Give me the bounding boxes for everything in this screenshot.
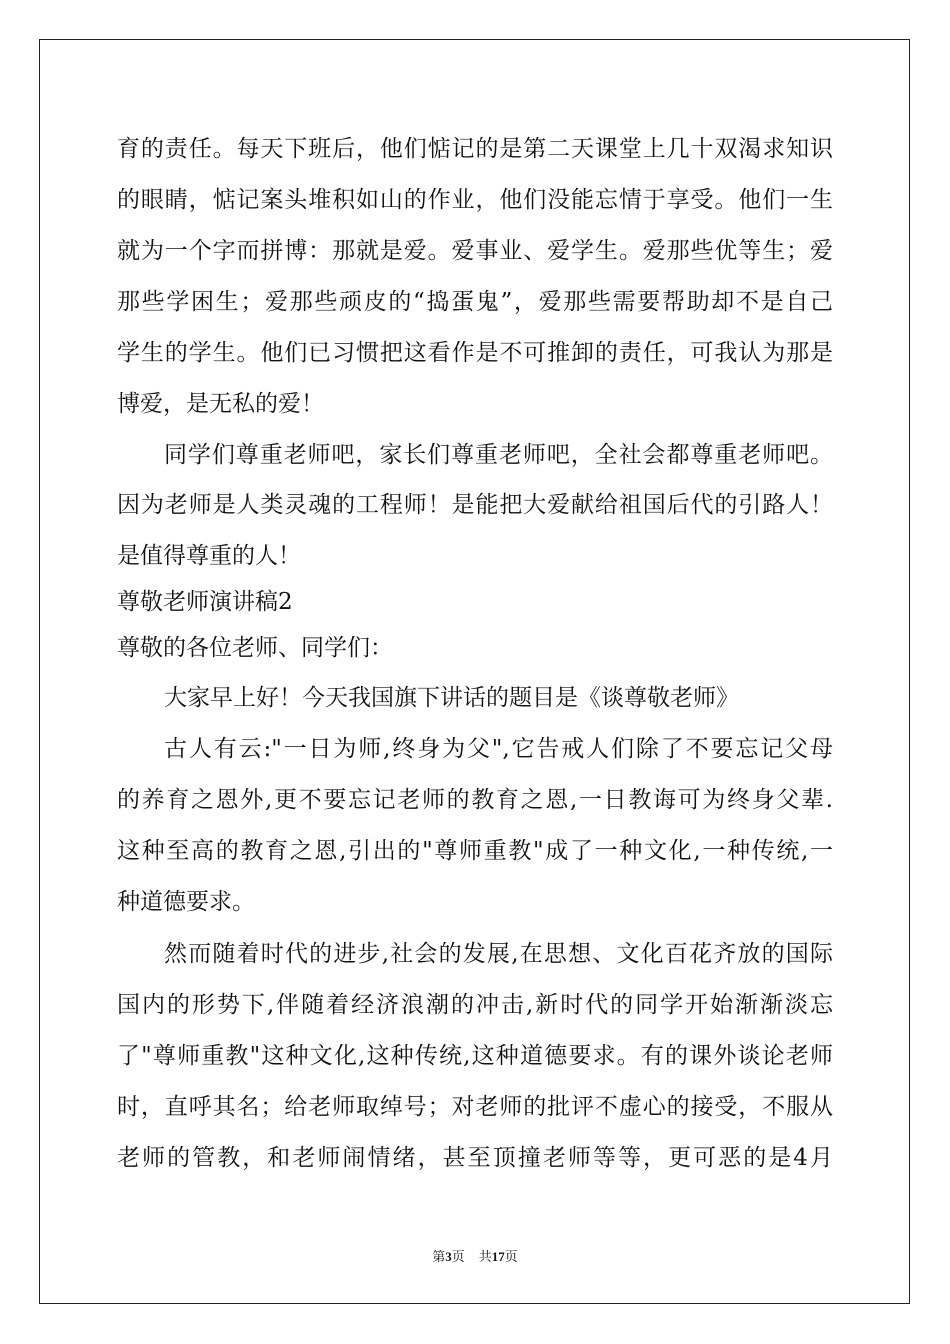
page-suffix: 页 (451, 1250, 465, 1265)
text-line: 因为老师是人类灵魂的工程师！是能把大爱献给祖国后代的引路人！ (117, 492, 833, 518)
text-line: 古人有云:"一日为师,终身为父",它告戒人们除了不要忘记父母 (164, 736, 833, 762)
text-line: 就为一个字而拼博：那就是爱。爱事业、爱学生。爱那些优等生；爱 (117, 238, 833, 264)
text-line: 老师的管教，和老师闹情绪，甚至顶撞老师等等，更可恶的是4月 (117, 1145, 833, 1171)
text-line: 种道德要求。 (117, 889, 255, 915)
total-pages: 17 (491, 1249, 505, 1264)
page-prefix: 第 (432, 1250, 446, 1265)
text-line: 的养育之恩外,更不要忘记老师的教育之恩,一日教诲可为终身父辈. (117, 787, 833, 813)
section-heading: 尊敬老师演讲稿2 (117, 589, 293, 615)
page-footer (0, 1246, 950, 1265)
salutation: 尊敬的各位老师、同学们： (117, 635, 393, 661)
text-line: 是值得尊重的人！ (117, 543, 301, 569)
text-line: 育的责任。每天下班后，他们惦记的是第二天课堂上几十双渴求知识 (117, 136, 833, 162)
text-line: 学生的学生。他们已习惯把这看作是不可推卸的责任，可我认为那是 (117, 340, 833, 366)
text-line: 那些学困生；爱那些顽皮的“捣蛋鬼”，爱那些需要帮助却不是自己 (117, 289, 833, 315)
text-line: 博爱，是无私的爱！ (117, 391, 324, 417)
text-line: 了"尊师重教"这种文化,这种传统,这种道德要求。有的课外谈论老师 (117, 1043, 833, 1069)
text-line: 国内的形势下,伴随着经济浪潮的冲击,新时代的同学开始渐渐淡忘 (117, 992, 833, 1018)
text-line: 大家早上好！今天我国旗下讲话的题目是《谈尊敬老师》 (164, 685, 739, 711)
total-suffix: 页 (504, 1250, 518, 1265)
page-number: 3 (445, 1249, 452, 1264)
text-line: 时，直呼其名；给老师取绰号；对老师的批评不虚心的接受，不服从 (117, 1094, 833, 1120)
text-line: 这种至高的教育之恩,引出的"尊师重教"成了一种文化,一种传统,一 (117, 838, 833, 864)
text-line: 的眼睛，惦记案头堆积如山的作业，他们没能忘情于享受。他们一生 (117, 187, 833, 213)
text-line: 然而随着时代的进步,社会的发展,在思想、文化百花齐放的国际 (164, 941, 833, 967)
text-line: 同学们尊重老师吧，家长们尊重老师吧，全社会都尊重老师吧。 (164, 442, 833, 468)
total-prefix: 共 (478, 1250, 492, 1265)
